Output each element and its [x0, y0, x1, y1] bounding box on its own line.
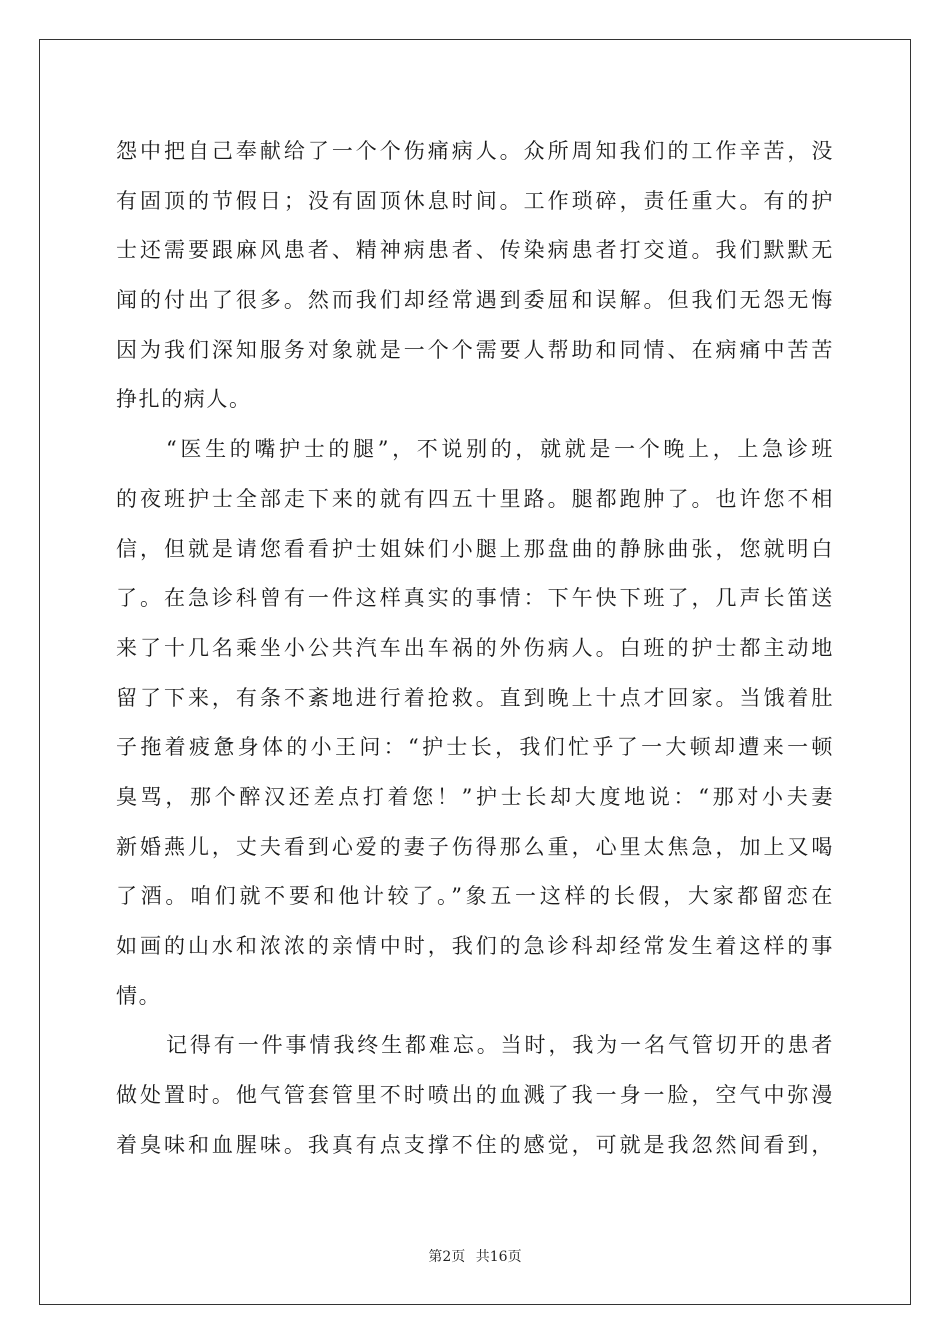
text-line: 做处置时。他气管套管里不时喷出的血溅了我一身一脸，空气中弥漫	[116, 1083, 834, 1108]
text-line: 怨中把自己奉献给了一个个伤痛病人。众所周知我们的工作辛苦，没	[116, 139, 834, 163]
text-line: 新婚燕儿，丈夫看到心爱的妻子伤得那么重，心里太焦急，加上又喝	[116, 834, 834, 859]
text-line: 着臭味和血腥味。我真有点支撑不住的感觉，可就是我忽然间看到，	[116, 1132, 834, 1157]
text-line: 士还需要跟麻风患者、精神病患者、传染病患者打交道。我们默默无	[116, 238, 834, 263]
text-line: 记得有一件事情我终生都难忘。当时，我为一名气管切开的患者	[166, 1033, 834, 1058]
text-line: 如画的山水和浓浓的亲情中时，我们的急诊科却经常发生着这样的事	[116, 934, 834, 958]
page-total: 共16页	[475, 1249, 522, 1265]
text-line: 因为我们深知服务对象就是一个个需要人帮助和同情、在病痛中苦苦	[116, 337, 834, 362]
text-line: 来了十几名乘坐小公共汽车出车祸的外伤病人。白班的护士都主动地	[116, 635, 834, 660]
paragraph-3	[116, 1021, 834, 1170]
paragraph-1	[116, 127, 834, 425]
text-line: 臭骂，那个醉汉还差点打着您！”护士长却大度地说：“那对小夫妻	[116, 784, 834, 809]
text-line: 子拖着疲惫身体的小王问：“护士长，我们忙乎了一大顿却遭来一顿	[116, 735, 834, 760]
paragraph-2	[116, 425, 834, 1021]
text-line: 信，但就是请您看看护士姐妹们小腿上那盘曲的静脉曲张，您就明白	[116, 536, 834, 561]
document-body	[116, 127, 834, 1170]
text-line: 有固顶的节假日；没有固顶休息时间。工作琐碎，责任重大。有的护	[116, 188, 834, 213]
text-line: 了。在急诊科曾有一件这样真实的事情：下午快下班了，几声长笛送	[116, 586, 834, 611]
text-line: 了酒。咱们就不要和他计较了。”象五一这样的长假，大家都留恋在	[116, 884, 834, 909]
text-line: 挣扎的病人。	[116, 387, 252, 412]
page-footer	[0, 1246, 950, 1266]
text-line: 留了下来，有条不紊地进行着抢救。直到晚上十点才回家。当饿着肚	[116, 685, 834, 710]
page-number: 第2页	[428, 1249, 466, 1265]
text-line: 闻的付出了很多。然而我们却经常遇到委屈和误解。但我们无怨无悔	[116, 288, 834, 313]
text-line: 情。	[116, 983, 162, 1008]
text-line: “医生的嘴护士的腿”，不说别的，就就是一个晚上，上急诊班	[166, 437, 834, 462]
text-line: 的夜班护士全部走下来的就有四五十里路。腿都跑肿了。也许您不相	[116, 486, 834, 511]
